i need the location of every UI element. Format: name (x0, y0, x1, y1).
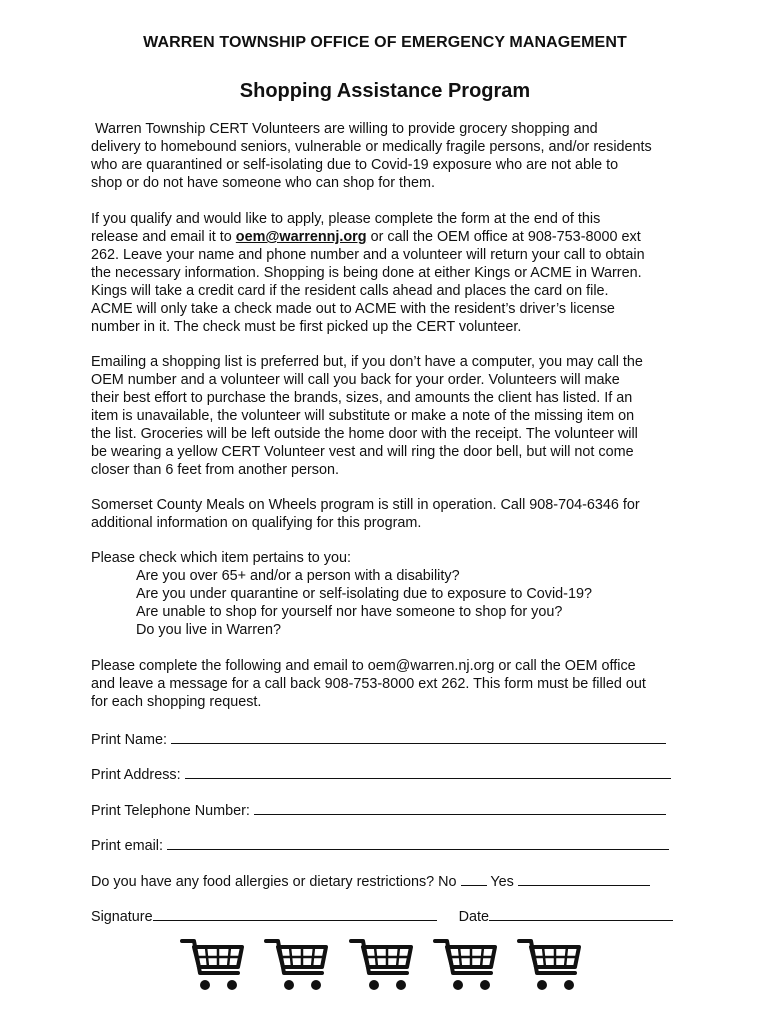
checklist-prompt: Please check which item pertains to you: (91, 550, 351, 566)
instructions-line: for each shopping request. (91, 694, 262, 710)
date-label: Date (458, 909, 490, 925)
apply-line: number in it. The check must be first picked up the CERT volunteer. (91, 319, 522, 335)
apply-line (91, 228, 691, 246)
signature-field-row (91, 906, 673, 926)
checklist (91, 549, 691, 639)
email-link[interactable]: oem@warrennj.org (235, 229, 367, 245)
allergy-yes-input-line[interactable] (518, 871, 650, 886)
address-input-line[interactable] (185, 764, 671, 779)
list-line: their best effort to purchase the brands, sizes, and amounts the client has listed. If an (91, 390, 633, 406)
signature-input-line[interactable] (153, 906, 437, 921)
allergy-yes-label: Yes (490, 874, 514, 890)
address-field-row (91, 764, 671, 784)
office-heading: WARREN TOWNSHIP OFFICE OF EMERGENCY MANAGEMENT (143, 34, 627, 51)
phone-input-line[interactable] (254, 800, 666, 815)
shopping-cart-icon (264, 935, 330, 995)
intro-line: shop or do not have someone who can shop for them. (91, 175, 435, 191)
allergy-label: Do you have any food allergies or dietary restrictions? No (91, 874, 457, 890)
email-input-line[interactable] (167, 835, 669, 850)
meals-paragraph (91, 496, 691, 532)
intro-line: delivery to homebound seniors, vulnerable or medically fragile persons, and/or residents (91, 139, 652, 155)
checklist-item: Are you over 65+ and/or a person with a disability? (136, 568, 460, 584)
list-line: the list. Groceries will be left outside the home door with the receipt. The volunteer will (91, 426, 638, 442)
signature-label: Signature (91, 909, 153, 925)
email-field-row (91, 835, 669, 855)
apply-line: If you qualify and would like to apply, please complete the form at the end of this (91, 211, 601, 227)
name-label: Print Name: (91, 732, 167, 748)
apply-line: the necessary information. Shopping is being done at either Kings or ACME in Warren. (91, 265, 642, 281)
apply-line: Kings will take a credit card if the resident calls ahead and places the card on file. (91, 283, 609, 299)
shopping-cart-row (180, 935, 600, 995)
name-field-row (91, 729, 666, 749)
intro-paragraph (91, 120, 691, 192)
list-line: closer than 6 feet from another person. (91, 462, 339, 478)
list-line: item is unavailable, the volunteer will substitute or make a note of the missing item on (91, 408, 635, 424)
apply-text: or call the OEM office at 908-753-8000 ext (366, 229, 641, 245)
email-label: Print email: (91, 838, 163, 854)
list-line: be wearing a yellow CERT Volunteer vest and will ring the door bell, but will not come (91, 444, 634, 460)
shopping-cart-icon (433, 935, 499, 995)
apply-text: release and email it to (91, 229, 236, 245)
shopping-cart-icon (349, 935, 415, 995)
name-input-line[interactable] (171, 729, 666, 744)
apply-line: ACME will only take a check made out to ACME with the resident’s driver’s license (91, 301, 615, 317)
shopping-list-paragraph (91, 353, 691, 479)
checklist-item: Do you live in Warren? (136, 622, 282, 638)
allergy-field-row (91, 871, 650, 891)
apply-paragraph (91, 210, 691, 336)
date-input-line[interactable] (489, 906, 673, 921)
instructions-line: and leave a message for a call back 908-753-8000 ext 262. This form must be filled out (91, 676, 646, 692)
intro-line: who are quarantined or self-isolating due to Covid-19 exposure who are not able to (91, 157, 619, 173)
list-line: OEM number and a volunteer will call you back for your order. Volunteers will make (91, 372, 620, 388)
phone-field-row (91, 800, 666, 820)
instructions-line: Please complete the following and email to oem@warren.nj.org or call the OEM office (91, 658, 636, 674)
list-line: Emailing a shopping list is preferred but, if you don’t have a computer, you may call the (91, 354, 643, 370)
meals-line: Somerset County Meals on Wheels program is still in operation. Call 908-704-6346 for (91, 497, 640, 513)
shopping-cart-icon (180, 935, 246, 995)
intro-line: Warren Township CERT Volunteers are willing to provide grocery shopping and (91, 121, 598, 137)
meals-line: additional information on qualifying for this program. (91, 515, 422, 531)
address-label: Print Address: (91, 767, 181, 783)
program-title: Shopping Assistance Program (239, 80, 531, 102)
allergy-no-input-line[interactable] (461, 871, 487, 886)
checklist-item: Are you under quarantine or self-isolating due to exposure to Covid-19? (136, 586, 592, 602)
shopping-cart-icon (517, 935, 583, 995)
instructions-paragraph (91, 657, 691, 711)
phone-label: Print Telephone Number: (91, 803, 250, 819)
checklist-item: Are unable to shop for yourself nor have someone to shop for you? (136, 604, 563, 620)
apply-line: 262. Leave your name and phone number and a volunteer will return your call to obtain (91, 247, 645, 263)
